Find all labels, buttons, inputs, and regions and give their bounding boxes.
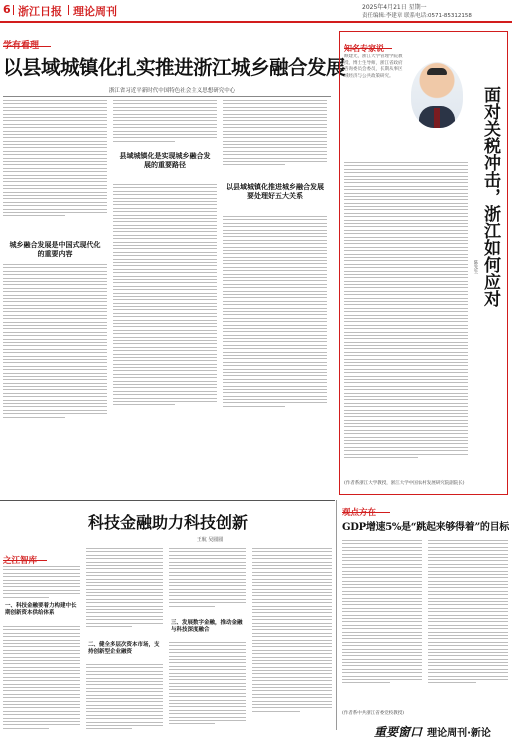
section-divider — [0, 500, 335, 501]
main-article-col-2 — [113, 100, 217, 150]
opinion-col-2 — [428, 540, 508, 710]
main-subhead-1: 城乡融合发展是中国式现代化的重要内容 — [9, 241, 101, 258]
page-footer — [374, 721, 510, 741]
expert-footer-note: (作者系浙江大学教授，浙江大学中国农村发展研究院副院长) — [344, 481, 465, 486]
main-byline: 浙江省习近平新时代中国特色社会主义思想研究中心 — [108, 88, 236, 94]
masthead-rule — [0, 21, 512, 23]
portrait-tie — [434, 108, 440, 128]
science-subhead-1: 一、科技金融要着力构建中长期创新资本供给体系 — [5, 603, 77, 616]
main-article-col-3b — [223, 216, 327, 444]
science-col-1 — [3, 566, 80, 602]
science-col-3b — [169, 642, 246, 741]
science-subhead-3: 三、发展数字金融，推动金融与科技深度融合 — [171, 620, 243, 633]
main-article-col-1b — [3, 264, 107, 444]
opinion-footer-note: (作者系中共浙江省委党校教授) — [342, 711, 405, 716]
separator-bar — [68, 5, 69, 15]
footer-section: 理论周刊·新论 — [427, 728, 491, 739]
science-col-1b — [3, 626, 80, 741]
main-headline: 以县域城镇化扎实推进浙江城乡融合发展 — [3, 56, 346, 79]
column-label-opinion: 观点方在 — [342, 500, 390, 513]
expert-headline: 面对关税冲击，浙江如何应对 — [480, 86, 500, 307]
expert-box — [339, 31, 508, 495]
expert-bio: 顾建光，浙江大学管理学院教授、博士生导师，浙江省政府咨询委员会委员，长期从事区域经济与公共政策研究。 — [344, 54, 403, 79]
column-label-study: 学有看理 — [3, 33, 51, 47]
column-divider — [336, 500, 337, 730]
science-col-4 — [252, 548, 332, 741]
page-number: 6 — [3, 3, 11, 16]
main-article-col-2b — [113, 184, 217, 444]
science-byline: 王航 吴圆圆 — [196, 537, 224, 543]
expert-article-text — [344, 162, 468, 482]
expert-column-label: 知名专家说 — [344, 36, 392, 49]
science-col-3 — [169, 548, 246, 618]
masthead — [0, 0, 512, 22]
portrait-hair — [427, 68, 447, 75]
section-name: 理论周刊 — [73, 5, 117, 18]
separator-bar — [13, 5, 14, 15]
science-subhead-2: 二、健全多层次资本市场，支持创新型企业融资 — [88, 642, 160, 655]
footer-brand: 重要窗口 — [374, 725, 423, 739]
opinion-headline: GDP增速5%是“跳起来够得着”的目标 — [342, 522, 509, 533]
main-subhead-3: 以县域城镇化推进城乡融合发展要处理好五大关系 — [226, 183, 324, 200]
editors-line: 责任编辑:李建章 联系电话:0571-85312158 — [362, 13, 472, 19]
byline-rule — [3, 96, 331, 97]
column-label-think-tank: 之江智库 — [3, 548, 47, 561]
expert-avatar — [411, 62, 463, 128]
opinion-col-1 — [342, 540, 422, 708]
science-col-2 — [86, 548, 163, 640]
expert-author: 陈先生 — [473, 260, 478, 274]
science-col-2b — [86, 664, 163, 741]
main-article-col-1 — [3, 100, 107, 238]
expert-intro-text — [344, 54, 406, 154]
main-article-col-3 — [223, 100, 327, 180]
science-headline: 科技金融助力科技创新 — [88, 513, 249, 532]
paper-name: 浙江日报 — [18, 5, 62, 18]
issue-date: 2025年4月21日 星期一 — [362, 4, 427, 11]
main-subhead-2: 县域城镇化是实现城乡融合发展的重要路径 — [119, 152, 211, 169]
